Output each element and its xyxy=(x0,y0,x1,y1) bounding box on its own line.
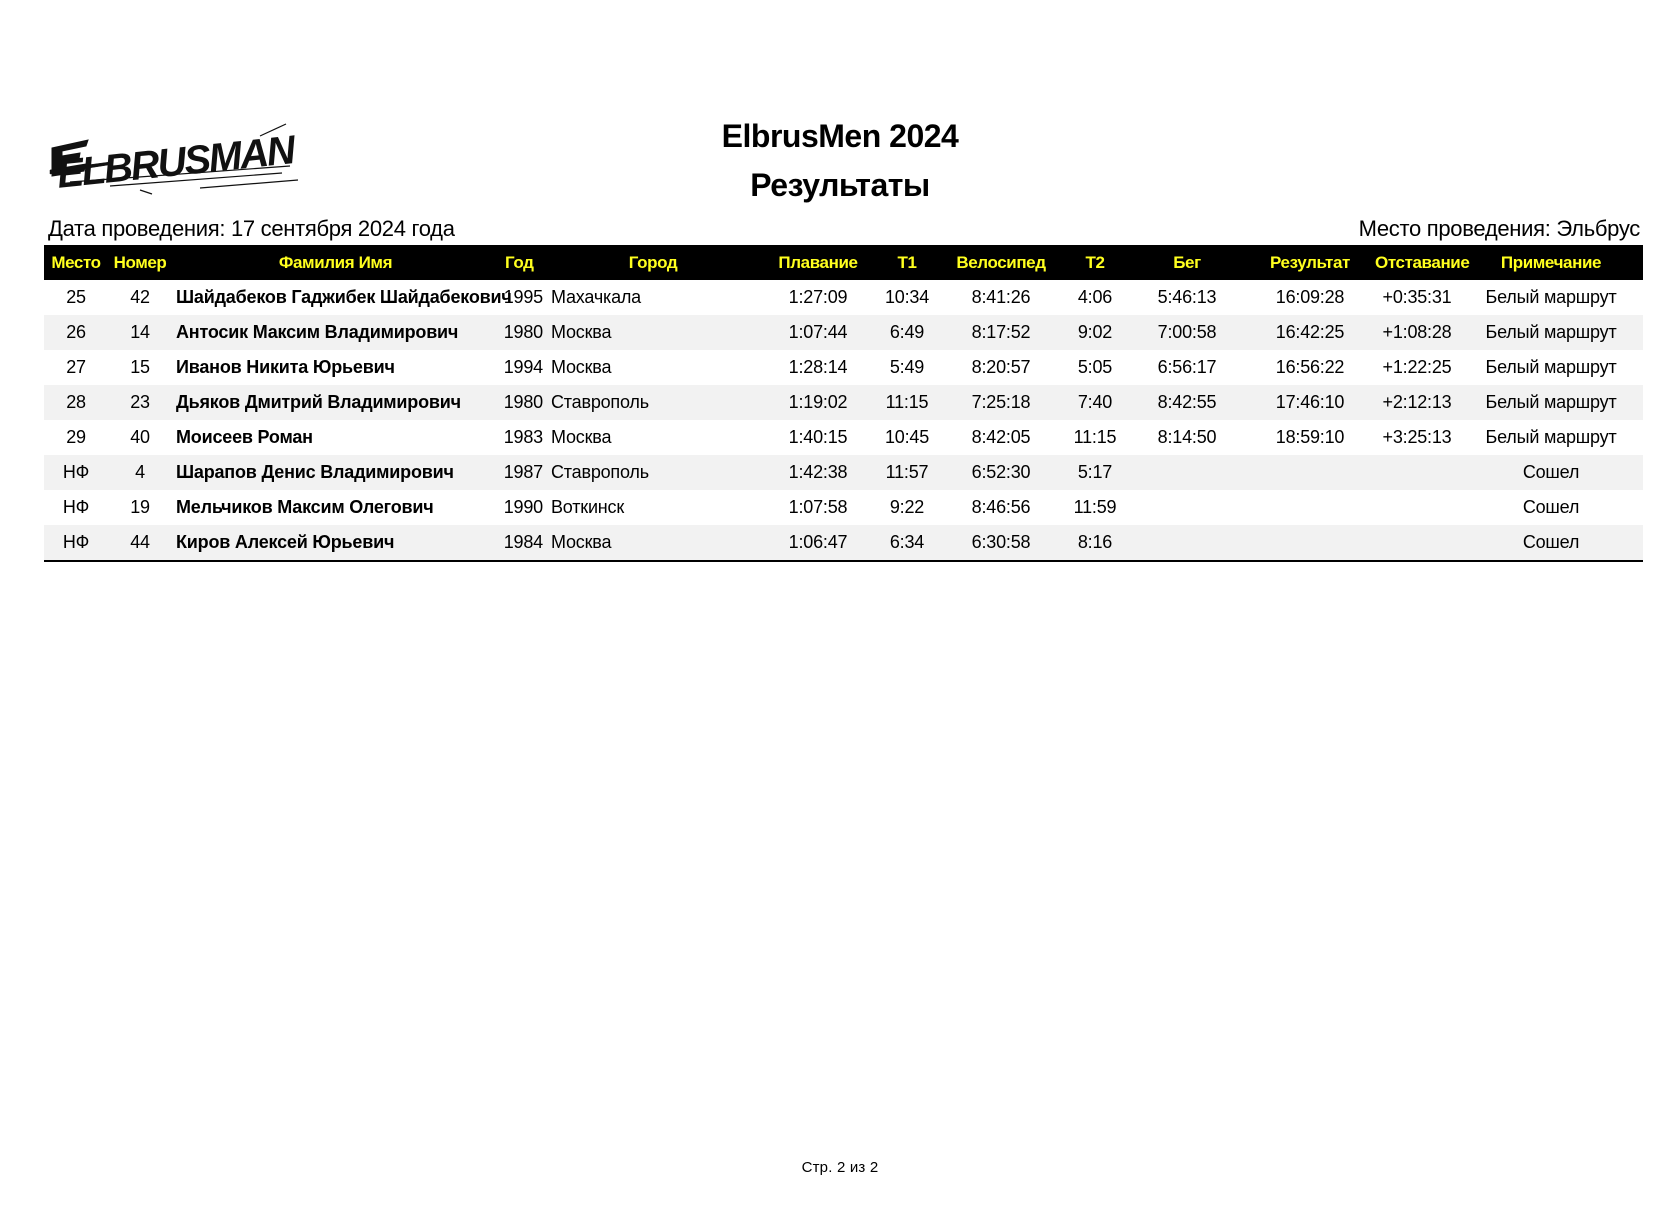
cell-number: 23 xyxy=(130,392,150,412)
table-row xyxy=(44,280,1643,315)
cell-year: 1984 xyxy=(503,532,543,552)
cell-name: Дьяков Дмитрий Владимирович xyxy=(176,392,461,412)
cell-t2: 11:15 xyxy=(1073,427,1117,447)
col-header-t1: T1 xyxy=(897,252,917,272)
cell-name: Иванов Никита Юрьевич xyxy=(176,357,395,377)
cell-name: Антосик Максим Владимирович xyxy=(176,322,459,342)
cell-note: Белый маршрут xyxy=(1485,392,1617,412)
table-row xyxy=(44,525,1643,560)
cell-t1: 6:34 xyxy=(889,532,925,552)
cell-gap: +2:12:13 xyxy=(1382,392,1452,412)
col-header-year: Год xyxy=(505,252,534,272)
col-header-place: Место xyxy=(51,252,101,272)
cell-t2: 4:06 xyxy=(1077,287,1113,307)
cell-place: 27 xyxy=(66,357,86,377)
cell-run: 7:00:58 xyxy=(1157,322,1217,342)
col-header-note: Примечание xyxy=(1500,252,1602,272)
cell-bike: 8:46:56 xyxy=(971,497,1031,517)
col-header-run: Бег xyxy=(1173,252,1201,272)
cell-note: Сошел xyxy=(1522,462,1580,482)
table-row xyxy=(44,315,1643,350)
cell-city: Воткинск xyxy=(551,497,625,517)
cell-city: Москва xyxy=(551,427,612,447)
cell-t1: 9:22 xyxy=(889,497,925,517)
table-row xyxy=(44,420,1643,455)
cell-year: 1987 xyxy=(503,462,543,482)
cell-bike: 8:20:57 xyxy=(971,357,1031,377)
cell-place: НФ xyxy=(62,462,90,482)
table-row xyxy=(44,490,1643,525)
cell-place: НФ xyxy=(62,497,90,517)
cell-gap: +1:22:25 xyxy=(1382,357,1452,377)
document-subtitle: Результаты xyxy=(750,167,930,203)
table-row xyxy=(44,455,1643,490)
cell-place: 28 xyxy=(66,392,86,412)
cell-gap: +3:25:13 xyxy=(1382,427,1452,447)
cell-name: Шарапов Денис Владимирович xyxy=(176,462,454,482)
cell-t1: 11:15 xyxy=(885,392,929,412)
cell-result: 18:59:10 xyxy=(1275,427,1345,447)
table-row xyxy=(44,350,1643,385)
cell-bike: 7:25:18 xyxy=(971,392,1031,412)
col-header-city: Город xyxy=(628,252,678,272)
cell-swim: 1:28:14 xyxy=(788,357,848,377)
cell-gap: +0:35:31 xyxy=(1382,287,1452,307)
col-header-t2: T2 xyxy=(1085,252,1105,272)
cell-t1: 6:49 xyxy=(889,322,925,342)
col-header-gap: Отставание xyxy=(1375,252,1470,272)
cell-bike: 6:30:58 xyxy=(971,532,1031,552)
cell-bike: 6:52:30 xyxy=(971,462,1031,482)
cell-city: Москва xyxy=(551,322,612,342)
cell-t2: 8:16 xyxy=(1077,532,1113,552)
cell-note: Сошел xyxy=(1522,497,1580,517)
event-date: Дата проведения: 17 сентября 2024 года xyxy=(48,216,455,241)
cell-swim: 1:19:02 xyxy=(788,392,848,412)
cell-number: 19 xyxy=(130,497,150,517)
results-table xyxy=(44,245,1643,562)
cell-year: 1980 xyxy=(503,322,543,342)
cell-number: 44 xyxy=(130,532,150,552)
cell-run: 6:56:17 xyxy=(1157,357,1217,377)
page-number: Стр. 2 из 2 xyxy=(801,1159,879,1176)
cell-swim: 1:07:58 xyxy=(788,497,848,517)
cell-note: Белый маршрут xyxy=(1485,322,1617,342)
cell-city: Махачкала xyxy=(551,287,641,307)
cell-result: 17:46:10 xyxy=(1275,392,1345,412)
cell-result: 16:09:28 xyxy=(1275,287,1345,307)
cell-name: Киров Алексей Юрьевич xyxy=(176,532,395,552)
table-header-row xyxy=(44,245,1643,280)
cell-number: 42 xyxy=(130,287,150,307)
cell-bike: 8:17:52 xyxy=(971,322,1031,342)
cell-city: Ставрополь xyxy=(551,392,649,412)
cell-t1: 10:45 xyxy=(884,427,930,447)
col-header-result: Результат xyxy=(1270,252,1350,272)
cell-swim: 1:27:09 xyxy=(788,287,848,307)
cell-bike: 8:42:05 xyxy=(971,427,1031,447)
cell-bike: 8:41:26 xyxy=(971,287,1031,307)
table-row xyxy=(44,385,1643,420)
cell-run: 8:14:50 xyxy=(1157,427,1217,447)
cell-place: 25 xyxy=(66,287,86,307)
cell-run: 5:46:13 xyxy=(1157,287,1217,307)
cell-number: 4 xyxy=(135,462,145,482)
event-location: Место проведения: Эльбрус xyxy=(1358,216,1640,241)
logo-text: ELBRUSMAN xyxy=(54,128,296,197)
cell-name: Мельчиков Максим Олегович xyxy=(176,497,434,517)
cell-year: 1994 xyxy=(503,357,543,377)
cell-t2: 11:59 xyxy=(1073,497,1117,517)
cell-swim: 1:07:44 xyxy=(788,322,848,342)
cell-city: Ставрополь xyxy=(551,462,649,482)
cell-number: 15 xyxy=(130,357,150,377)
cell-t2: 5:17 xyxy=(1077,462,1113,482)
cell-place: НФ xyxy=(62,532,90,552)
cell-name: Моисеев Роман xyxy=(176,427,313,447)
cell-t1: 5:49 xyxy=(889,357,925,377)
col-header-swim: Плавание xyxy=(778,252,858,272)
cell-year: 1995 xyxy=(503,287,543,307)
cell-swim: 1:40:15 xyxy=(788,427,848,447)
cell-city: Москва xyxy=(551,532,612,552)
cell-swim: 1:42:38 xyxy=(788,462,848,482)
col-header-bike: Велосипед xyxy=(956,252,1046,272)
cell-year: 1990 xyxy=(503,497,543,517)
cell-name: Шайдабеков Гаджибек Шайдабекович xyxy=(176,287,512,307)
cell-note: Сошел xyxy=(1522,532,1580,552)
cell-t2: 7:40 xyxy=(1077,392,1113,412)
cell-t2: 9:02 xyxy=(1077,322,1113,342)
cell-t1: 11:57 xyxy=(885,462,929,482)
cell-run: 8:42:55 xyxy=(1157,392,1217,412)
cell-year: 1983 xyxy=(503,427,543,447)
cell-city: Москва xyxy=(551,357,612,377)
cell-note: Белый маршрут xyxy=(1485,287,1617,307)
cell-number: 40 xyxy=(130,427,150,447)
document-title: ElbrusMen 2024 xyxy=(721,118,959,154)
cell-note: Белый маршрут xyxy=(1485,357,1617,377)
col-header-number: Номер xyxy=(113,252,167,272)
cell-t2: 5:05 xyxy=(1077,357,1113,377)
col-header-name: Фамилия Имя xyxy=(278,252,393,272)
cell-number: 14 xyxy=(130,322,150,342)
cell-result: 16:42:25 xyxy=(1275,322,1345,342)
cell-gap: +1:08:28 xyxy=(1382,322,1452,342)
cell-swim: 1:06:47 xyxy=(788,532,848,552)
cell-place: 29 xyxy=(66,427,86,447)
cell-result: 16:56:22 xyxy=(1275,357,1345,377)
cell-t1: 10:34 xyxy=(884,287,930,307)
cell-place: 26 xyxy=(66,322,86,342)
cell-year: 1980 xyxy=(503,392,543,412)
cell-note: Белый маршрут xyxy=(1485,427,1617,447)
